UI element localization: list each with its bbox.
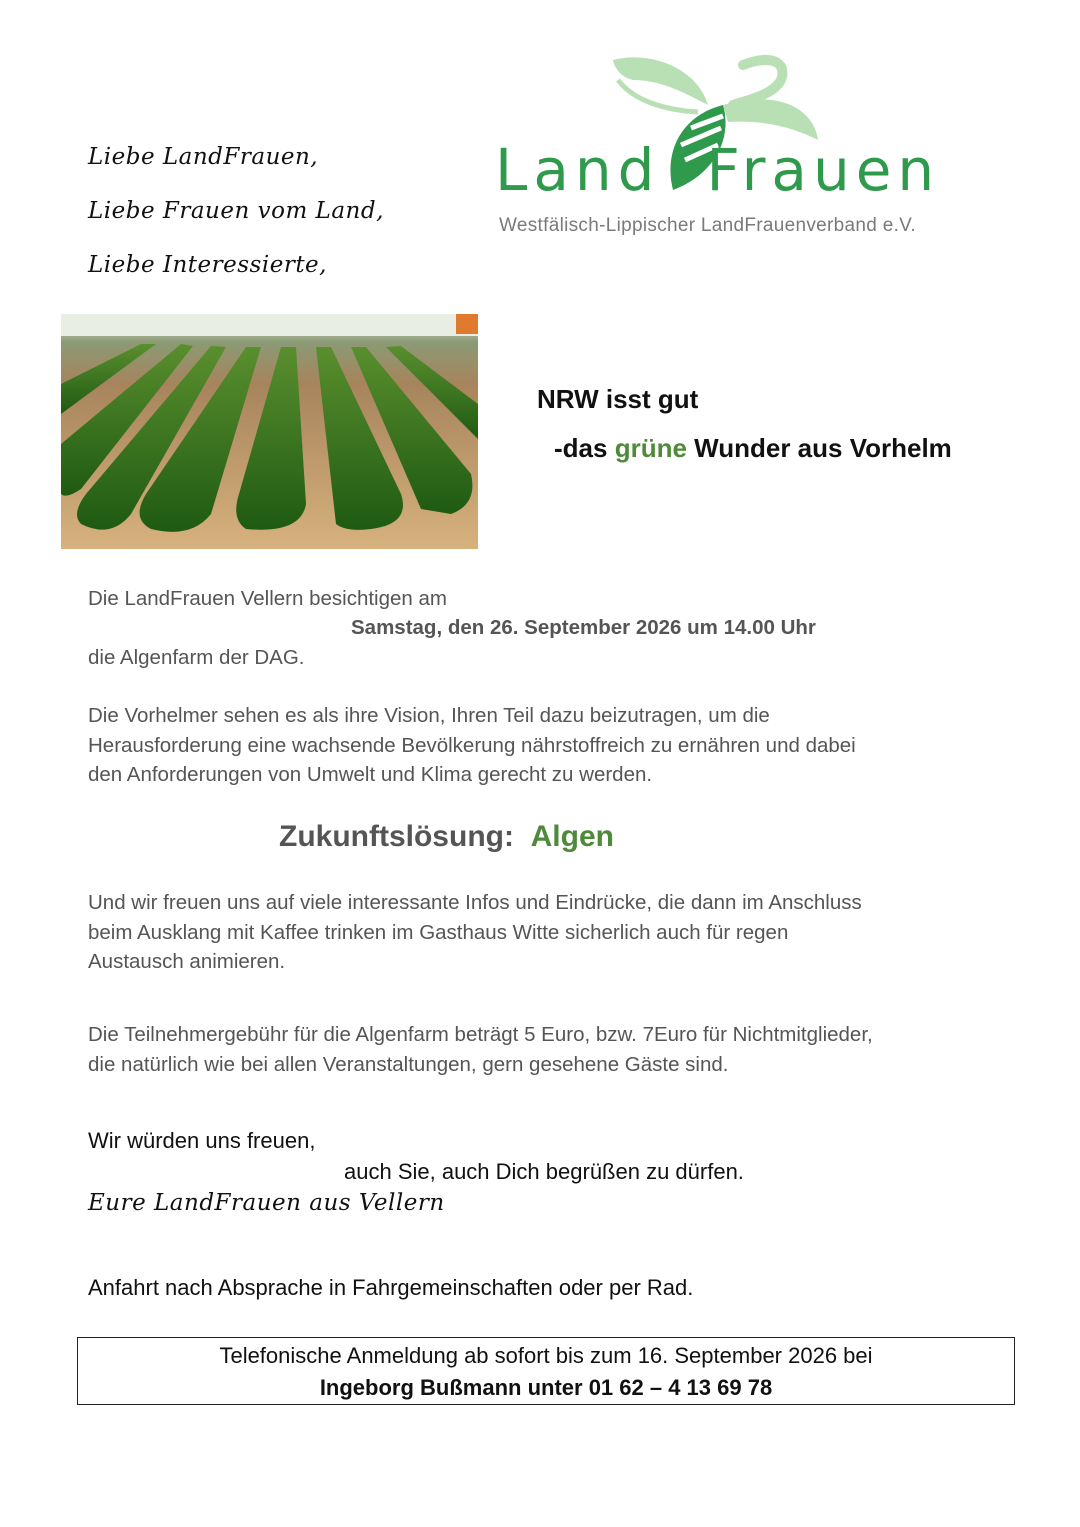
closing-line1: Wir würden uns freuen,: [88, 1128, 316, 1153]
registration-box: [77, 1337, 1015, 1405]
event-title-line2: [554, 433, 952, 464]
closing-line2: auch Sie, auch Dich begrüßen zu dürfen.: [344, 1159, 744, 1184]
algae-rows-photo: [61, 314, 478, 549]
greeting-3: Liebe Interessierte,: [88, 252, 327, 278]
fee-line: Die Teilnehmergebühr für die Algenfarm beträgt 5 Euro, bzw. 7Euro für Nichtmitglieder,: [88, 1023, 873, 1046]
subheading: [279, 820, 614, 854]
subheading-value: Algen: [530, 820, 614, 853]
title-green-word: grüne: [614, 433, 687, 463]
travel-info: Anfahrt nach Absprache in Fahrgemeinschaften oder per Rad.: [88, 1275, 694, 1300]
logo-word-land: Land: [495, 136, 661, 204]
infos-line: beim Ausklang mit Kaffee trinken im Gasthaus Witte sicherlich auch für regen: [88, 920, 789, 944]
infos-paragraph: [88, 888, 862, 977]
registration-line1: Telefonische Anmeldung ab sofort bis zum 16. September 2026 bei: [219, 1343, 873, 1368]
intro-line1: Die LandFrauen Vellern besichtigen am: [88, 587, 447, 610]
subheading-label: Zukunftslösung:: [279, 820, 514, 853]
vision-line: den Anforderungen von Umwelt und Klima gerecht zu werden.: [88, 763, 653, 786]
greeting-2: Liebe Frauen vom Land,: [88, 198, 384, 224]
fee-paragraph: [88, 1020, 873, 1079]
landfrauen-logo: [495, 50, 945, 250]
registration-contact: Ingeborg Bußmann unter 01 62 – 4 13 69 78: [319, 1375, 773, 1400]
title-prefix: -das: [554, 433, 615, 463]
vision-paragraph: [88, 701, 856, 790]
fee-line: die natürlich wie bei allen Veranstaltungen, gern gesehene Gäste sind.: [88, 1052, 729, 1076]
event-date: Samstag, den 26. September 2026 um 14.00 Uhr: [351, 616, 816, 639]
greeting-1: Liebe LandFrauen,: [88, 144, 319, 170]
intro-line3: die Algenfarm der DAG.: [88, 646, 305, 669]
logo-word-frauen: Frauen: [706, 136, 941, 204]
title-suffix: Wunder aus Vorhelm: [686, 433, 952, 463]
logo-subtitle: Westfälisch-Lippischer LandFrauenverband e.V.: [499, 215, 916, 236]
signature: Eure LandFrauen aus Vellern: [88, 1190, 445, 1216]
vision-line: Herausforderung eine wachsende Bevölkerung nährstoffreich zu ernähren und dabei: [88, 733, 856, 757]
vision-line: Die Vorhelmer sehen es als ihre Vision, Ihren Teil dazu beizutragen, um die: [88, 704, 770, 727]
infos-line: Und wir freuen uns auf viele interessante Infos und Eindrücke, die dann im Anschluss: [88, 891, 862, 914]
event-title-line1: NRW isst gut: [537, 384, 699, 414]
infos-line: Austausch animieren.: [88, 950, 286, 973]
